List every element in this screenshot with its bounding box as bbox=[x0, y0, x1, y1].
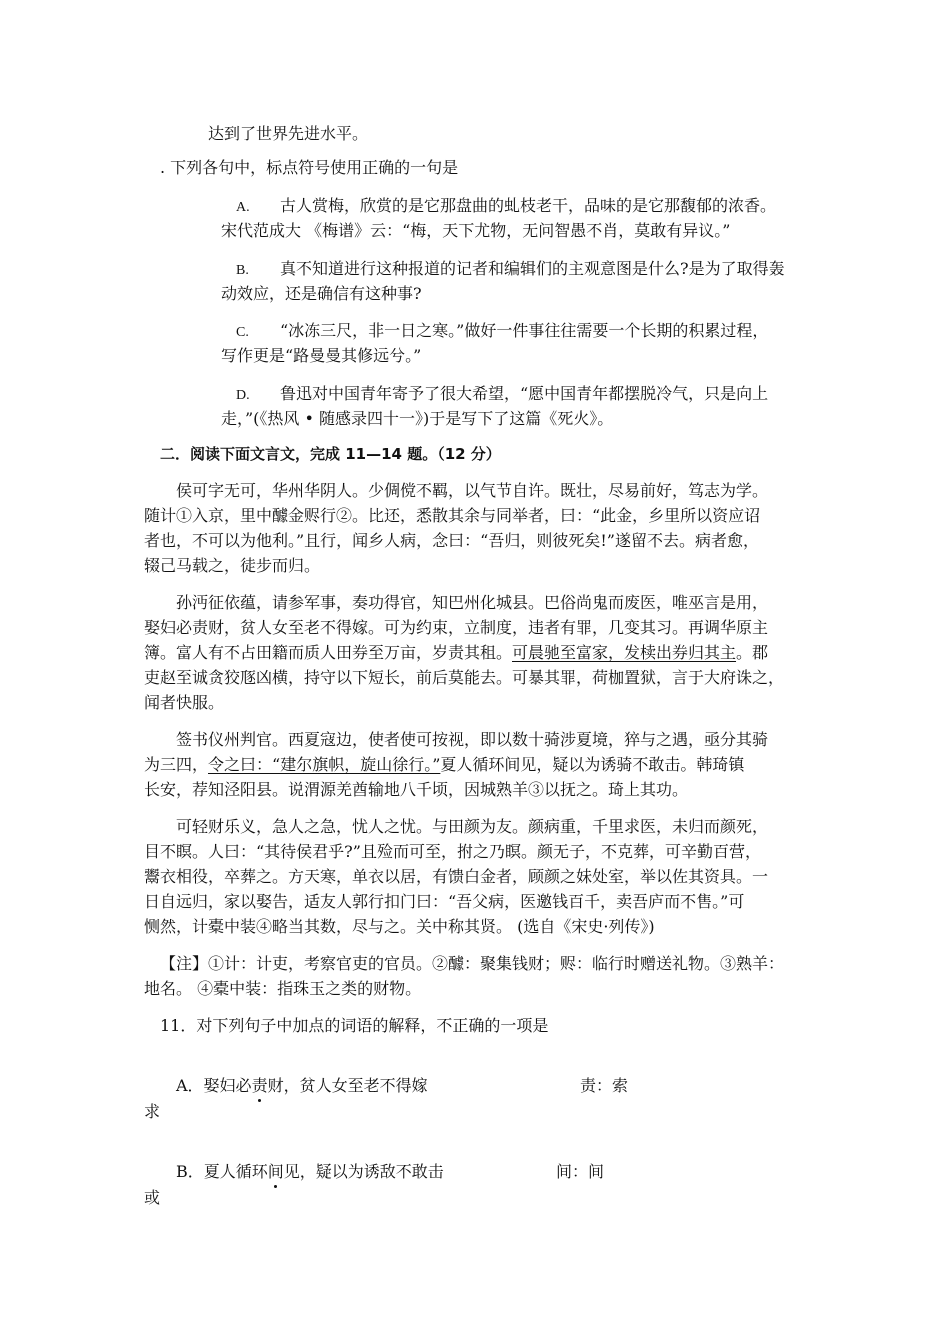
underlined-sentence-1: 可晨驰至富家，发椟出券归其主 bbox=[512, 643, 737, 662]
annotation-note-line2: 地名。 ④橐中装：指珠玉之类的财物。 bbox=[144, 979, 422, 998]
passage-p2-line2: 娶妇必责财，贫人女至老不得嫁。可为约束，立制度，违者有罪，几变其习。再调华原主 bbox=[144, 618, 769, 637]
passage-p4-line1: 可轻财乐义，急人之急，忧人之忧。与田颜为友。颜病重，千里求医，未归而颜死， bbox=[176, 817, 769, 836]
passage-p1-line3: 者也，不可以为他利。”且行，闻乡人病，念曰：“吾归，则彼死矣!”遂留不去。病者愈， bbox=[144, 531, 759, 550]
emphasis-dot-char: 间 bbox=[267, 1162, 284, 1181]
q10-option-a-line1: A. 古人赏梅，欣赏的是它那盘曲的虬枝老干，品味的是它那馥郁的浓香。 bbox=[236, 196, 777, 215]
passage-p3-line1: 签书仪州判官。西夏寇边，使者使可按视，即以数十骑涉夏境，猝与之遇，亟分其骑 bbox=[176, 730, 769, 749]
section-2-heading: 二．阅读下面文言文，完成 11—14 题。（12 分） bbox=[160, 445, 501, 463]
emphasis-dot-char: 责 bbox=[251, 1076, 268, 1095]
passage-p2-line5: 闻者快服。 bbox=[144, 693, 225, 712]
passage-p4-line3: 鬻衣相役，卒葬之。方天寒，单衣以居，有馈白金者，顾颜之妹处室，举以佐其资具。一 bbox=[144, 867, 769, 886]
q10-option-d-line2: 走，”(《热风 • 随感录四十一》)于是写下了这篇《死火》。 bbox=[221, 409, 614, 428]
passage-p1-line2: 随计①入京，里中醵金赆行②。比还，悉散其余与同举者，曰：“此金，乡里所以资应诏 bbox=[144, 506, 761, 525]
passage-p1-line4: 辍己马载之，徒步而归。 bbox=[144, 556, 321, 575]
passage-p2-line1: 孙沔征依蕴，请参军事，奏功得官，知巴州化城县。巴俗尚鬼而废医，唯巫言是用， bbox=[176, 593, 769, 612]
q10-option-d-line1: D. 鲁迅对中国青年寄予了很大希望，“愿中国青年都摆脱冷气，只是向上 bbox=[236, 384, 769, 403]
question-11-stem: 11．对下列句子中加点的词语的解释，不正确的一项是 bbox=[160, 1016, 549, 1035]
q11-option-b-gloss-wrap: 或 bbox=[144, 1188, 161, 1207]
passage-p2-line4: 吏赵至诚贪狡豗凶横，持守以下短长，前后莫能去。可暴其罪，荷枷置狱，言于大府诛之， bbox=[144, 668, 785, 687]
passage-p3-line3: 长安，荐知泾阳县。说渭源羌酋输地八千顷，因城熟羊③以抚之。琦上其功。 bbox=[144, 780, 689, 799]
passage-p2-line3: 簿。富人有不占田籍而质人田券至万亩，岁责其租。可晨驰至富家，发椟出券归其主。郡 bbox=[144, 643, 769, 662]
underlined-sentence-2: 令之曰：“建尔旗帜，旋山徐行。” bbox=[208, 755, 441, 774]
passage-p1-line1: 侯可字无可，华州华阴人。少倜傥不羁，以气节自许。既壮，尽易前好，笃志为学。 bbox=[176, 481, 769, 500]
q11-option-b: B．夏人循环间见，疑以为诱敌不敢击 bbox=[176, 1162, 444, 1181]
passage-p3-line2: 为三四，令之曰：“建尔旗帜，旋山徐行。”夏人循环间见，疑以为诱骑不敢击。韩琦镇 bbox=[144, 755, 745, 774]
q10-option-c-line2: 写作更是“路曼曼其修远兮。” bbox=[221, 346, 422, 365]
q11-option-a-gloss-wrap: 求 bbox=[144, 1102, 161, 1121]
q10-option-a-line2: 宋代范成大 《梅谱》云：“梅，天下尤物，无问智愚不肖，莫敢有异议。” bbox=[221, 221, 731, 240]
q10-option-b-line2: 动效应，还是确信有这种事? bbox=[221, 284, 422, 303]
q11-option-a: A．娶妇必责财，贫人女至老不得嫁 bbox=[176, 1076, 428, 1095]
question-10-stem: . 下列各句中，标点符号使用正确的一句是 bbox=[160, 158, 459, 177]
passage-p4-line2: 目不瞑。人曰：“其待侯君乎?”且殓而可至，拊之乃瞑。颜无子，不克葬，可辛勤百营， bbox=[144, 842, 761, 861]
continued-line: 达到了世界先进水平。 bbox=[208, 124, 369, 143]
q10-option-b-line1: B. 真不知道进行这种报道的记者和编辑们的主观意图是什么?是为了取得轰 bbox=[236, 259, 785, 278]
annotation-note-line1: 【注】①计：计吏，考察官吏的官员。②醵：聚集钱财；赆：临行时赠送礼物。③熟羊： bbox=[160, 954, 785, 973]
passage-p4-line4: 日自远归，家以娶告，适友人郭行扣门曰：“吾父病，医邀钱百千，卖吾庐而不售。”可 bbox=[144, 892, 745, 911]
passage-p4-line5: 恻然，计橐中装④略当其数，尽与之。关中称其贤。 (选自《宋史·列传》) bbox=[144, 917, 655, 936]
q11-option-a-gloss: 责：索 bbox=[580, 1076, 629, 1095]
q11-option-b-gloss: 间：间 bbox=[556, 1162, 605, 1181]
q10-option-c-line1: C. “冰冻三尺，非一日之寒。”做好一件事往往需要一个长期的积累过程， bbox=[236, 321, 769, 340]
